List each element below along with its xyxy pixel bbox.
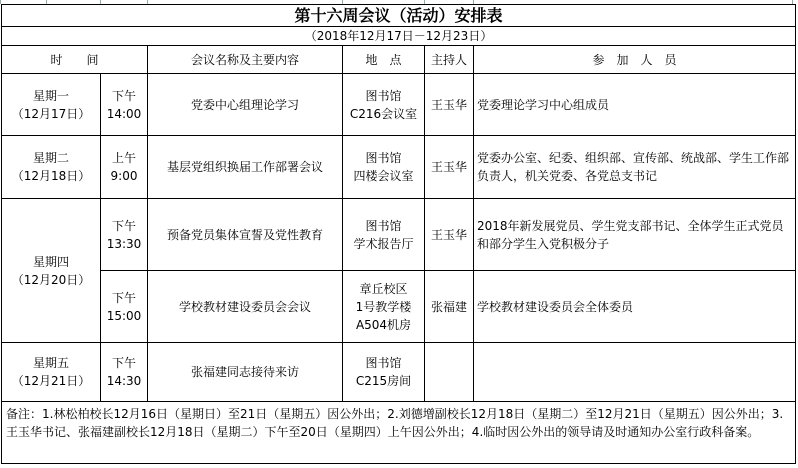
- location-line: A504机房: [355, 317, 412, 332]
- location-line: C216会议室: [349, 106, 418, 121]
- location-line: 图书馆: [365, 218, 402, 233]
- schedule-table: [1, 4, 796, 464]
- location-cell: [343, 343, 425, 402]
- location-cell: [343, 271, 425, 343]
- table-row: [2, 199, 796, 271]
- date-range: （2018年12月17日－12月23日）: [2, 27, 796, 46]
- day-cell: [2, 343, 101, 402]
- day-cell: [2, 74, 101, 136]
- day-date: （12月18日）: [11, 169, 91, 183]
- time-cell: [101, 74, 148, 136]
- host-cell: 张福建: [425, 271, 474, 343]
- attendees-cell: 党委理论学习中心组成员: [474, 74, 796, 136]
- time-clock: 15:00: [106, 308, 142, 323]
- day-date: （12月17日）: [11, 106, 91, 121]
- meeting-name: 学校教材建设委员会会议: [148, 271, 343, 343]
- location-cell: [343, 136, 425, 199]
- time-clock: 14:00: [106, 106, 142, 121]
- attendees-cell: [474, 343, 796, 402]
- time-clock: 13:30: [106, 236, 142, 251]
- day-name: 星期一: [32, 88, 69, 103]
- host-cell: 王玉华: [425, 74, 474, 136]
- header-meeting: 会议名称及主要内容: [148, 46, 343, 74]
- day-date: （12月20日）: [11, 272, 91, 287]
- remarks-note: 备注：1.林松柏校长12月16日（星期日）至21日（星期五）因公外出；2.刘德增副校长12月18日（星期二）至12月21日（星期五）因公外出；3.王玉华书记、张福建副校长12月18日（星期二）下午至20日（星期四）上午因公外出；4.临时因公外出的领导请及时通知办公室行政科备案。: [2, 402, 796, 464]
- host-cell: 王玉华: [425, 199, 474, 271]
- meeting-name: 张福建同志接待来访: [148, 343, 343, 402]
- location-cell: [343, 74, 425, 136]
- table-row: [2, 74, 796, 136]
- location-line: 图书馆: [365, 88, 402, 103]
- time-period: 下午: [111, 218, 136, 233]
- day-date: （12月21日）: [11, 374, 91, 388]
- host-cell: [425, 343, 474, 402]
- time-period: 上午: [111, 151, 136, 165]
- day-name: 星期四: [32, 254, 69, 269]
- day-cell: [2, 199, 101, 343]
- time-period: 下午: [111, 88, 136, 103]
- table-row: [2, 343, 796, 402]
- header-time: 时 间: [2, 46, 148, 74]
- meeting-name: 基层党组织换届工作部署会议: [148, 136, 343, 199]
- time-period: 下午: [111, 290, 136, 305]
- time-cell: [101, 343, 148, 402]
- host-cell: 王玉华: [425, 136, 474, 199]
- day-cell: [2, 136, 101, 199]
- time-cell: [101, 271, 148, 343]
- time-period: 下午: [111, 356, 136, 370]
- location-line: 四楼会议室: [353, 169, 414, 183]
- location-line: 学术报告厅: [353, 236, 414, 251]
- page-title: 第十六周会议（活动）安排表: [2, 5, 796, 27]
- attendees-cell: 党委办公室、纪委、组织部、宣传部、统战部、学生工作部负责人，机关党委、各党总支书记: [474, 136, 796, 199]
- time-clock: 9:00: [110, 169, 138, 183]
- time-clock: 14:30: [106, 374, 142, 388]
- location-line: 章丘校区: [359, 281, 408, 296]
- meeting-name: 预备党员集体宣誓及党性教育: [148, 199, 343, 271]
- table-row: [2, 271, 796, 343]
- header-location: 地 点: [343, 46, 425, 74]
- location-line: 1号教学楼: [355, 299, 412, 314]
- location-cell: [343, 199, 425, 271]
- time-cell: [101, 199, 148, 271]
- attendees-cell: 2018年新发展党员、学生党支部书记、全体学生正式党员和部分学生入党积极分子: [474, 199, 796, 271]
- location-line: C215房间: [355, 374, 412, 388]
- day-name: 星期五: [32, 356, 69, 370]
- meeting-name: 党委中心组理论学习: [148, 74, 343, 136]
- attendees-cell: 学校教材建设委员会全体委员: [474, 271, 796, 343]
- day-name: 星期二: [32, 151, 69, 165]
- header-attendees: 参 加 人 员: [474, 46, 796, 74]
- header-host: 主持人: [425, 46, 474, 74]
- time-cell: [101, 136, 148, 199]
- location-line: 图书馆: [365, 356, 402, 370]
- table-row: [2, 136, 796, 199]
- location-line: 图书馆: [365, 151, 402, 165]
